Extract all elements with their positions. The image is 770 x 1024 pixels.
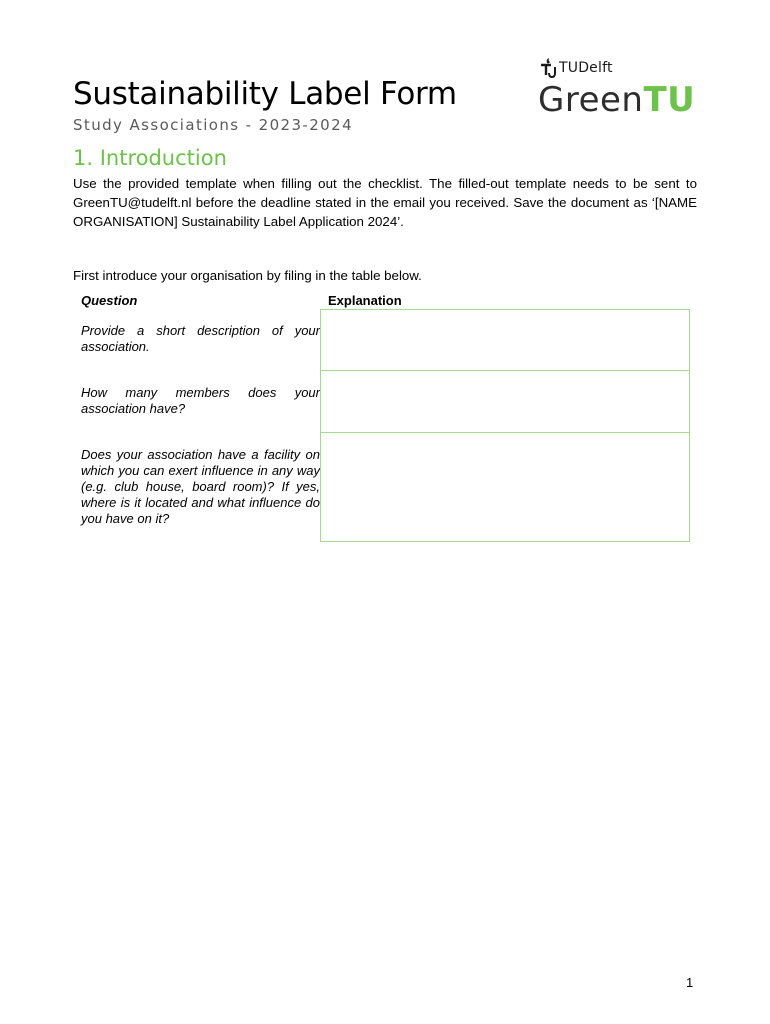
table-row xyxy=(75,371,691,433)
section-heading-introduction: 1. Introduction xyxy=(73,146,227,170)
tudelft-flame-icon xyxy=(538,58,558,78)
table-row xyxy=(75,433,691,542)
explanation-cell[interactable] xyxy=(320,371,690,433)
question-cell: How many members does your association have? xyxy=(81,385,320,416)
tudelft-wordmark: TUDelft xyxy=(559,60,613,76)
question-cell: Does your association have a facility on which you can exert influence in any way (e.g. club house, board room)? If yes, where is it located and what influence do you have on it? xyxy=(81,447,320,526)
question-cell: Provide a short description of your association. xyxy=(81,323,320,354)
explanation-cell[interactable] xyxy=(320,433,690,542)
table-row xyxy=(75,309,691,371)
greentu-logo xyxy=(538,80,695,120)
column-header-explanation: Explanation xyxy=(328,293,402,308)
intro-paragraph: Use the provided template when filling out the checklist. The filled-out template needs to be sent to GreenTU@tudelft.nl before the deadline stated in the email you received. Save the document as ‘[NAME ORGANISATION] Sustainability Label Application 2024’. xyxy=(73,176,697,229)
page-title: Sustainability Label Form xyxy=(73,76,457,112)
greentu-logo-prefix: Green xyxy=(538,80,644,120)
page-number: 1 xyxy=(686,975,694,990)
page-subtitle: Study Associations - 2023-2024 xyxy=(73,116,354,134)
greentu-logo-suffix: TU xyxy=(643,80,696,120)
tudelft-logo xyxy=(538,57,613,79)
table-header xyxy=(75,292,691,309)
organisation-table xyxy=(75,292,691,542)
explanation-cell[interactable] xyxy=(320,309,690,371)
table-intro-text: First introduce your organisation by filing in the table below. xyxy=(73,268,422,283)
column-header-question: Question xyxy=(81,293,138,308)
